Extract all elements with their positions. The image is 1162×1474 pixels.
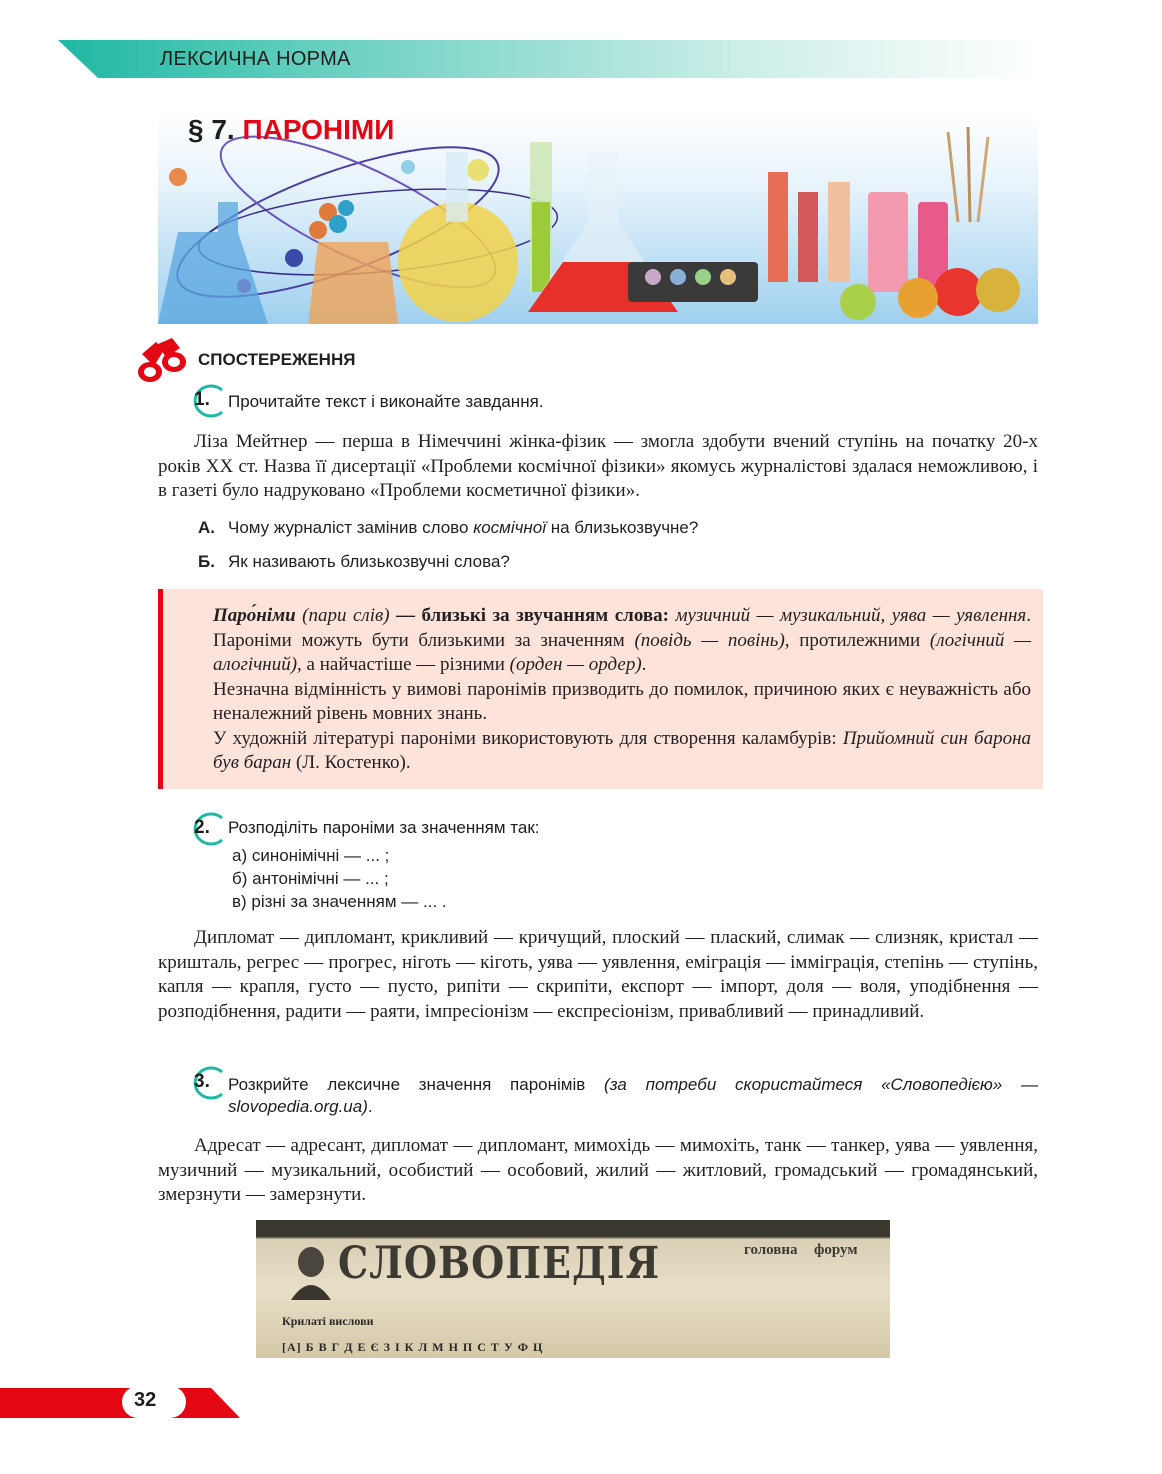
task-number-2: [182, 812, 222, 846]
task-3-note-end: .: [367, 1097, 373, 1116]
task-2-instruction: Розподіліть пароніми за значенням так:: [228, 818, 540, 837]
slovopedia-alphabet[interactable]: [А] Б В Г Д Е Є З І К Л М Н П С Т У Ф Ц: [282, 1340, 544, 1354]
task-3-note: (за потреби скористайтеся «Словопедією» — slovopedia.org.ua): [228, 1075, 1039, 1116]
task-2-item-synonyms: а) синонімічні — ... ;: [232, 846, 390, 865]
question-b-letter: Б.: [198, 552, 215, 571]
question-a-text-2: на близькозвучне?: [546, 518, 699, 537]
page-number-bar: [0, 1388, 240, 1418]
question-b: [198, 552, 510, 572]
task-number-3: [182, 1066, 222, 1100]
question-a-italic: космічної: [473, 518, 547, 537]
observation-heading: СПОСТЕРЕЖЕННЯ: [198, 350, 356, 369]
rule-paragraph-3: [213, 727, 1031, 776]
task-2-item-different: в) різні за значенням — ... .: [232, 892, 447, 911]
task-number-3-label: 3.: [194, 1071, 210, 1092]
task-3-instruction: Розкрийте лексичне значення паронімів: [228, 1075, 605, 1094]
rule-examples: музичний — музикальний, уява — уявлення: [668, 605, 1027, 626]
portrait-icon: [286, 1240, 336, 1300]
rule-definition: — близькі за звучанням слова:: [396, 605, 669, 626]
task-number-2-label: 2.: [194, 817, 210, 838]
slovopedia-subtitle: Крилаті вислови: [282, 1314, 374, 1328]
task-3-instruction-block: [228, 1074, 1038, 1118]
rule-paragraph-2-text: Незначна відмінність у вимові паронімів призводить до помилок, причиною яких є неуважність або неналежний рівень мовних знань.: [213, 678, 1031, 724]
rule-quote-author: (Л. Костенко).: [291, 752, 411, 773]
slovopedia-nav-home[interactable]: головна: [744, 1242, 798, 1258]
task-1-paragraph: Ліза Мейтнер — перша в Німеччині жінка-фізик — змогла здобути вчений ступінь на початку 20-х років XX ст. Назва її дисертації «Проблеми космічної фізики» якомусь журналістові здалася неможливою, і в газеті було надруковано «Проблеми косметичної фізики».: [158, 431, 1038, 501]
task-2-paragraph: Дипломат — дипломант, крикливий — кричущий, плоский — плаский, слимак — слизняк, кристал — кришталь, регрес — прогрес, ніготь — кіготь, уява — уявлення, еміграція — імміграція, степінь — ступінь, капля — крапля, густо — пусто, рипіти — скрипіти, експорт — імпорт, доля — воля, уподібнення — розподібнення, радити — раяти, імпресіонізм — експресіонізм, привабливий — принадливий.: [158, 927, 1038, 1022]
page-number: 32: [134, 1389, 157, 1411]
section-title: ЛЕКСИЧНА НОРМА: [160, 48, 351, 70]
rule-text-part: . Пароніми можуть бути близькими за значенням: [213, 605, 1032, 651]
task-3-paragraph: Адресат — адресант, дипломат — дипломант, мимохідь — мимохіть, танк — танкер, уява — уявлення, музичний — музикальний, особистий — особовий, жилий — житловий, громадський — громадянський, змерзнути — замерзнути.: [158, 1135, 1038, 1205]
rule-paragraph-3-text: У художній літературі пароніми використовують для створення каламбурів:: [213, 727, 843, 749]
rule-quote: Прийомний син барона був баран: [213, 727, 1031, 773]
task-number-1-label: 1.: [194, 389, 210, 410]
chapter-banner: [158, 112, 1038, 324]
task-3-text: [158, 1134, 1038, 1208]
rule-paragraph-2: [213, 678, 1031, 727]
rule-box: [158, 589, 1043, 789]
task-2-item-antonyms: б) антонімічні — ... ;: [232, 869, 389, 888]
task-1-text: [158, 430, 1038, 504]
question-a: [198, 518, 698, 538]
rule-text: [213, 604, 1031, 776]
slovopedia-logo: СЛОВОПЕДІЯ: [338, 1236, 661, 1289]
chapter-title: [188, 114, 394, 146]
task-number-1: [182, 384, 222, 418]
slovopedia-nav-forum[interactable]: форум: [814, 1242, 858, 1258]
task-1-instruction: Прочитайте текст і виконайте завдання.: [228, 392, 544, 411]
binoculars-icon: [136, 336, 190, 386]
rule-example-synonym: (повідь — повінь): [634, 629, 785, 651]
rule-text-part: , протилежними: [784, 629, 930, 651]
rule-text-part: , а найчастіше — різними: [297, 654, 510, 675]
question-a-text-1: Чому журналіст замінив слово: [228, 518, 474, 537]
rule-paragraph-1: [213, 604, 1031, 678]
rule-term: Паро́німи: [213, 605, 296, 626]
rule-example-different: (орден — ордер): [509, 654, 642, 675]
chapter-number: § 7.: [188, 114, 235, 145]
rule-text-part: .: [641, 654, 647, 675]
question-a-letter: А.: [198, 518, 215, 537]
task-2-text: [158, 926, 1038, 1024]
rule-example-antonym: (логічний — алогічний): [213, 629, 1031, 675]
slovopedia-screenshot: [256, 1220, 890, 1358]
question-b-text: Як називають близькозвучні слова?: [228, 552, 510, 571]
chapter-name: ПАРОНІМИ: [242, 114, 395, 145]
rule-term-note: (пари слів): [295, 605, 397, 626]
